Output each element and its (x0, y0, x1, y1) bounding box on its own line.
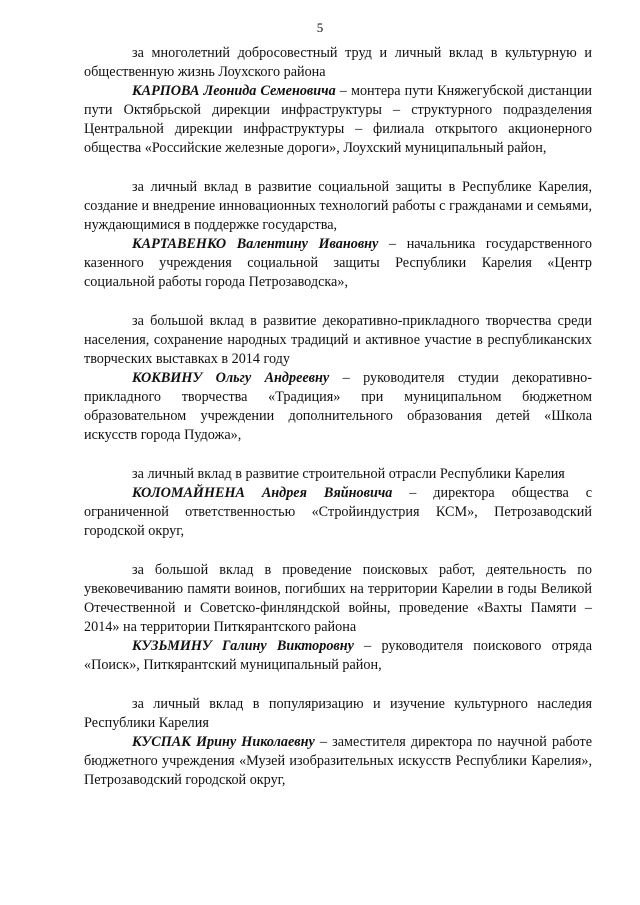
awardee-description: – заместителя директора по научной работе бюджетного учреждения «Музей изобразительных искусств Республики Карелия», Петрозаводский городской округ, (84, 734, 592, 788)
document-body (84, 44, 592, 790)
paragraph-gap (84, 158, 592, 178)
award-reason: за большой вклад в развитие декоративно-прикладного творчества среди населения, сохранение народных традиций и активное участие в республиканских творческих выставках в 2014 году (84, 313, 592, 367)
awardee-description: – начальника государственного казенного учреждения социальной защиты Республики Карелия «Центр социальной работы города Петрозаводска», (84, 236, 592, 290)
awardee-name: КОКВИНУ Ольгу Андреевну (132, 370, 330, 386)
awardee-description: – монтера пути Княжегубской дистанции пути Октябрьской дирекции инфраструктуры – структурного подразделения Центральной дирекции инфраструктуры – филиала открытого акционерного общества «Российские железные дороги», Лоухский муниципальный район, (84, 83, 593, 156)
award-reason: за личный вклад в популяризацию и изучение культурного наследия Республики Карелия (84, 696, 592, 731)
awardee-entry (84, 82, 592, 158)
paragraph-gap (84, 541, 592, 561)
paragraph-gap (84, 292, 592, 312)
awardee-entry (84, 369, 592, 445)
awardee-entry (84, 235, 592, 292)
awardee-name: КУЗЬМИНУ Галину Викторовну (132, 638, 354, 654)
award-reason: за большой вклад в проведение поисковых работ, деятельность по увековечиванию памяти воинов, погибших на территории Карелии в годы Великой Отечественной и Советско-финляндской войны, проведение «Вахты Памяти – 2014» на территории Питкярантского района (84, 562, 592, 635)
awardee-name: КУСПАК Ирину Николаевну (132, 734, 315, 750)
awardee-name: КОЛОМАЙНЕНА Андрея Вяйновича (132, 485, 393, 501)
awardee-name: КАРПОВА Леонида Семеновича (132, 83, 336, 99)
paragraph-gap (84, 445, 592, 465)
award-reason: за личный вклад в развитие социальной защиты в Республике Карелия, создание и внедрение инновационных технологий работы с гражданами и семьями, нуждающимися в поддержке государства, (84, 179, 592, 233)
awardee-entry (84, 484, 592, 541)
awardee-description: – руководителя поискового отряда «Поиск», Питкярантский муниципальный район, (84, 638, 592, 673)
awardee-name: КАРТАВЕНКО Валентину Ивановну (132, 236, 379, 252)
awardee-entry (84, 733, 592, 790)
paragraph-gap (84, 675, 592, 695)
awardee-description: – руководителя студии декоративно-прикладного творчества «Традиция» при муниципальном бюджетном образовательном учреждении дополнительного образования детей «Школа искусств города Пудожа», (84, 370, 592, 443)
awardee-entry (84, 637, 592, 675)
page-number: 5 (316, 20, 324, 35)
awardee-description: – директора общества с ограниченной ответственностью «Стройиндустрия КСМ», Петрозаводский городской округ, (84, 485, 592, 539)
award-reason: за личный вклад в развитие строительной отрасли Республики Карелия (132, 466, 565, 482)
award-reason: за многолетний добросовестный труд и личный вклад в культурную и общественную жизнь Лоухского района (84, 45, 592, 80)
